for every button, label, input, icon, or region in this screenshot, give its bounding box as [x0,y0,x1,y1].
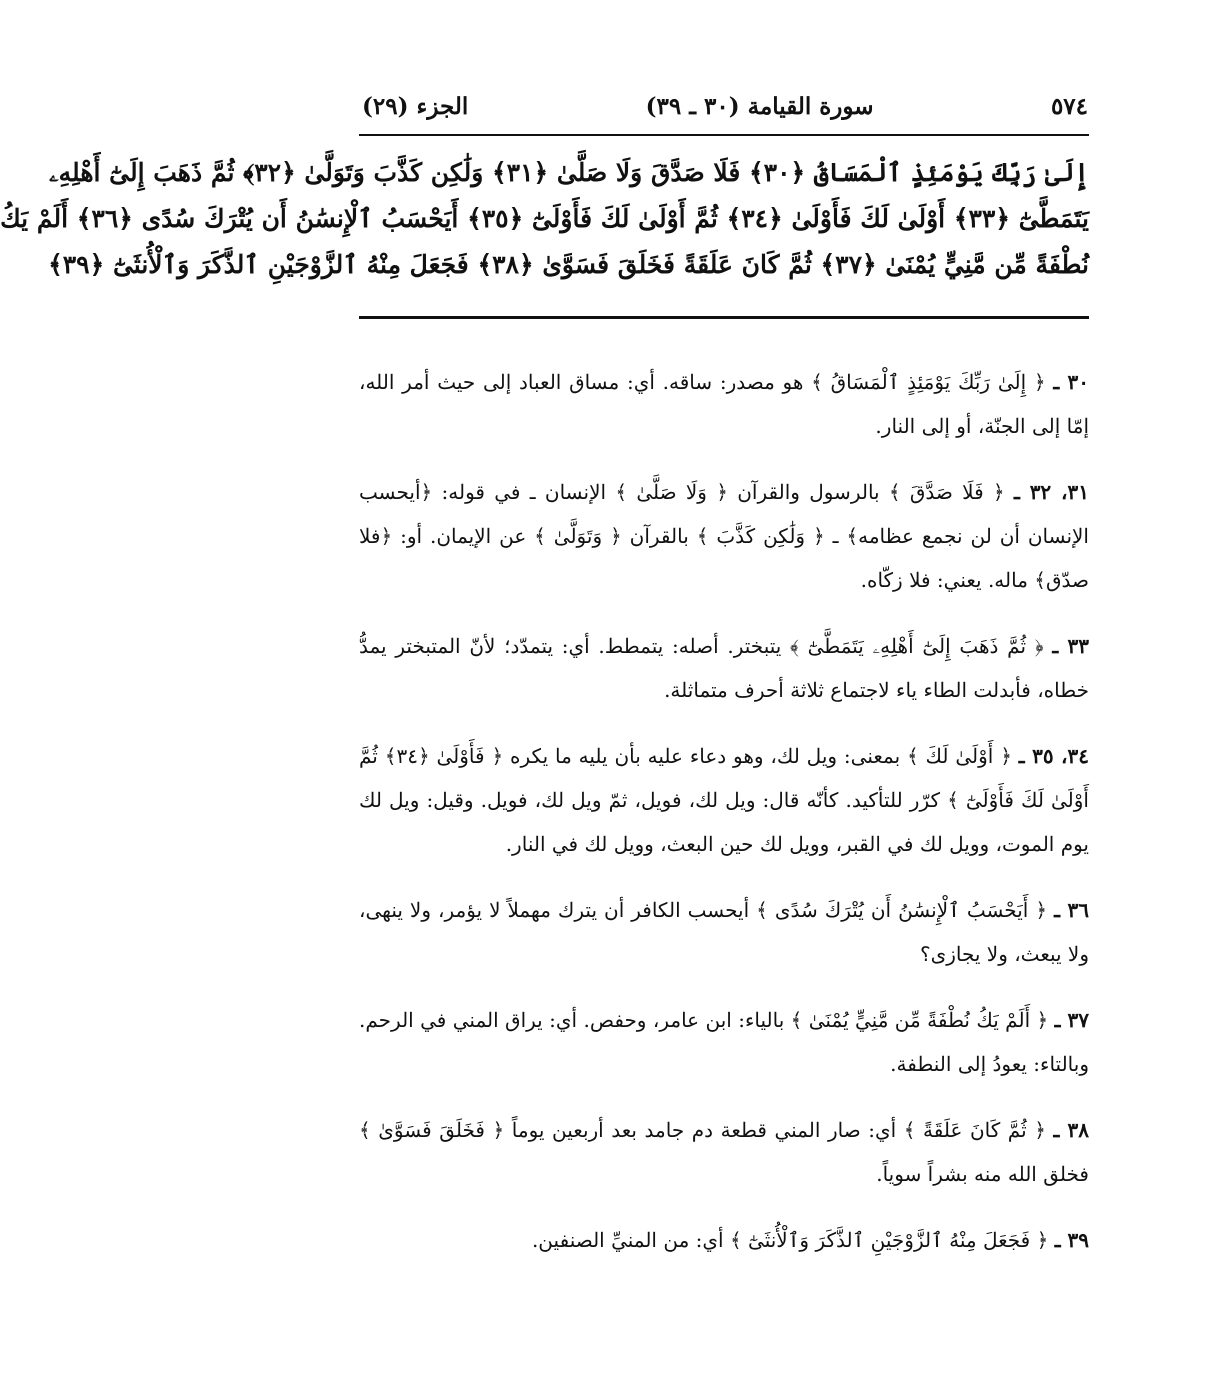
commentary-text: ﴿ إِلَىٰ رَبِّكَ يَوْمَئِذٍ ٱلْمَسَاقُ ﴾ هو مصدر: ساقه. أي: مساق العباد إلى حيث أمر الله، إمّا إلى الجنّة، أو إلى النار. [359,370,1089,438]
commentary-paragraph [359,624,1089,712]
verse-line: إِلَىٰ رَبِّكَ يَوْمَئِذٍ ٱلْمَسَاقُ ﴿٣٠﴾ فَلَا صَدَّقَ وَلَا صَلَّىٰ ﴿٣١﴾ وَلَٰكِن كَذَّبَ وَتَوَلَّىٰ ﴿٣٢﴾ ثُمَّ ذَهَبَ إِلَىٰٓ أَهْلِهِۦ [49,158,1089,187]
verses-divider [359,316,1089,319]
verse-ref: ٣١، ٣٢ ـ [1013,480,1089,504]
verse-ref: ٣٤، ٣٥ ـ [1018,744,1089,768]
page-header [362,86,1088,126]
commentary-block [359,360,1089,1284]
verse-ref: ٣٠ ـ [1053,370,1090,394]
verse-ref: ٣٩ ـ [1054,1228,1089,1252]
commentary-text: ﴿ فَجَعَلَ مِنْهُ ٱلزَّوْجَيْنِ ٱلذَّكَرَ وَٱلْأُنثَىٰٓ ﴾ أي: من المنيِّ الصنفين. [531,1228,1049,1252]
verse-line: يَتَمَطَّىٰٓ ﴿٣٣﴾ أَوْلَىٰ لَكَ فَأَوْلَىٰ ﴿٣٤﴾ ثُمَّ أَوْلَىٰ لَكَ فَأَوْلَىٰٓ ﴿٣٥﴾ أَيَحْسَبُ ٱلْإِنسَٰنُ أَن يُتْرَكَ سُدًى ﴿٣٦﴾ أَلَمْ يَكُ [0,204,1089,233]
commentary-text: ﴿ أَيَحْسَبُ ٱلْإِنسَٰنُ أَن يُتْرَكَ سُدًى ﴾ أيحسب الكافر أن يترك مهملاً لا يؤمر، ولا ينهى، ولا يبعث، ولا يجازى؟ [359,898,1089,966]
verse-line: نُطْفَةً مِّن مَّنِيٍّ يُمْنَىٰ ﴿٣٧﴾ ثُمَّ كَانَ عَلَقَةً فَخَلَقَ فَسَوَّىٰ ﴿٣٨﴾ فَجَعَلَ مِنْهُ ٱلزَّوْجَيْنِ ٱلذَّكَرَ وَٱلْأُنثَىٰٓ ﴿٣٩﴾ [48,250,1089,279]
commentary-text: ﴿ أَلَمْ يَكُ نُطْفَةً مِّن مَّنِيٍّ يُمْنَىٰ ﴾ بالياء: ابن عامر، وحفص. أي: يراق المني في الرحم. وبالتاء: يعودُ إلى النطفة. [359,1008,1089,1076]
commentary-paragraph [359,470,1089,602]
juz-label: الجزء (٢٩) [362,92,469,120]
page-number: ٥٧٤ [1050,92,1088,120]
verse-ref: ٣٨ ـ [1053,1118,1089,1142]
verse-ref: ٣٦ ـ [1054,898,1090,922]
commentary-paragraph [359,360,1089,448]
commentary-text: ﴿ ثُمَّ ذَهَبَ إِلَىٰٓ أَهْلِهِۦ يَتَمَطَّىٰٓ ﴾ يتبختر. أصله: يتمطط. أي: يتمدّد؛ لأنّ المتبختر يمدُّ خطاه، فأبدلت الطاء ياء لاجتماع ثلاثة أحرف متماثلة. [359,634,1089,702]
commentary-paragraph [359,734,1089,866]
surah-title: سورة القيامة (٣٠ ـ ٣٩) [645,92,874,120]
header-divider [359,134,1089,136]
commentary-text: ﴿ ثُمَّ كَانَ عَلَقَةً ﴾ أي: صار المني قطعة دم جامد بعد أربعين يوماً ﴿ فَخَلَقَ فَسَوَّىٰ ﴾ فخلق الله منه بشراً سوياً. [359,1118,1089,1186]
verse-ref: ٣٧ ـ [1054,1008,1090,1032]
commentary-text: ﴿ أَوْلَىٰ لَكَ ﴾ بمعنى: ويل لك، وهو دعاء عليه بأن يليه ما يكره ﴿ فَأَوْلَىٰ ﴿٣٤﴾ ثُمَّ أَوْلَىٰ لَكَ فَأَوْلَىٰٓ ﴾ كرّر للتأكيد. كأنّه قال: ويل لك، فويل، ثمّ ويل لك، فويل. وقيل: ويل لك يوم الموت، وويل لك في القبر، وويل لك حين البعث، وويل لك في النار. [359,744,1089,856]
commentary-paragraph [359,1218,1089,1262]
verse-ref: ٣٣ ـ [1052,634,1090,658]
commentary-paragraph [359,888,1089,976]
commentary-paragraph [359,1108,1089,1196]
commentary-text: ﴿ فَلَا صَدَّقَ ﴾ بالرسول والقرآن ﴿ وَلَا صَلَّىٰ ﴾ الإنسان ـ في قوله: ﴿أيحسب الإنسان أن لن نجمع عظامه﴾ ـ ﴿ وَلَٰكِن كَذَّبَ ﴾ بالقرآن ﴿ وَتَوَلَّىٰ ﴾ عن الإيمان. أو: ﴿فلا صدّق﴾ ماله. يعني: فلا زكّاه. [359,480,1089,592]
quran-verses-block [0,150,1089,288]
commentary-paragraph [359,998,1089,1086]
